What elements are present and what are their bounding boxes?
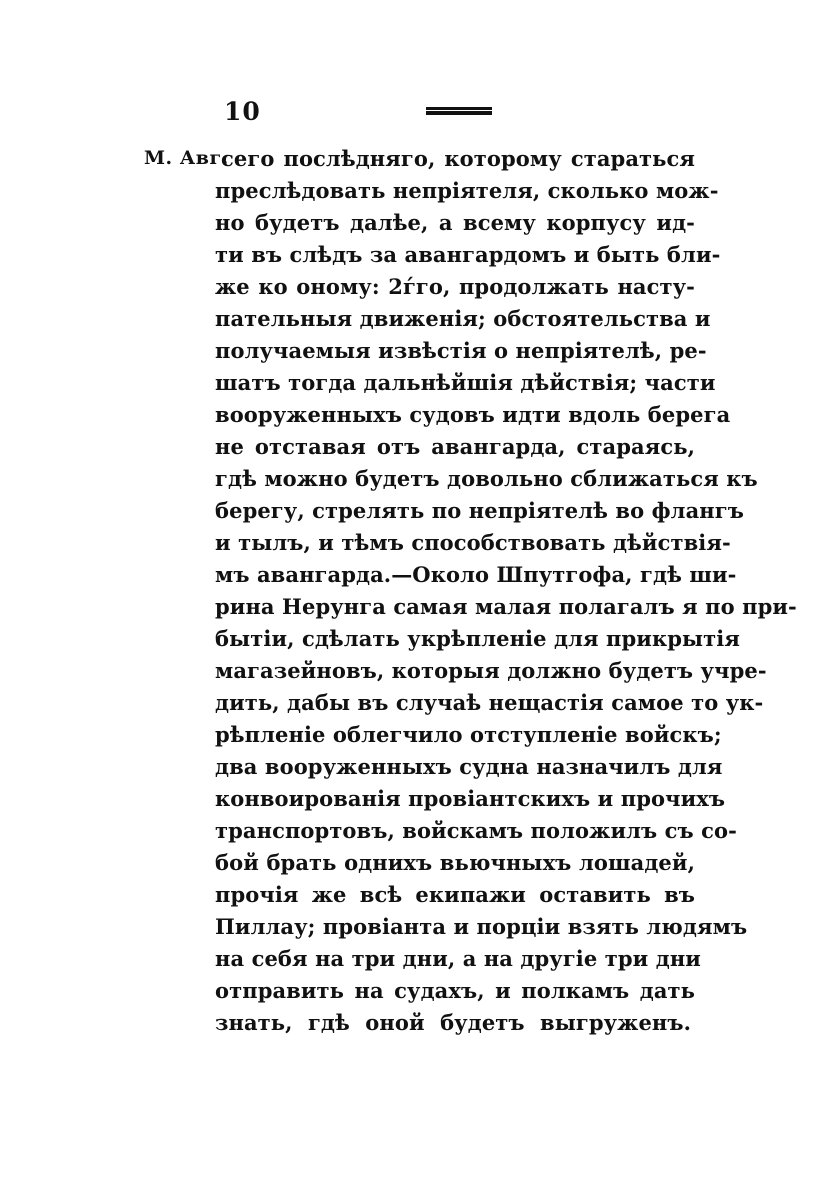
text-line: отправить на судахъ, и полкамъ дать [215, 978, 695, 1003]
text-line: два вооруженныхъ судна назначилъ для [215, 754, 723, 779]
text-line: прочія же всѣ екипажи оставить въ [215, 882, 695, 907]
text-line: вооруженныхъ судовъ идти вдоль берега [215, 402, 731, 427]
text-line: транспортовъ, войскамъ положилъ съ со- [215, 818, 737, 843]
text-line: ти въ слѣдъ за авангардомъ и быть бли- [215, 242, 721, 267]
text-line: но будетъ далѣе, а всему корпусу ид- [215, 210, 695, 235]
text-line: преслѣдовать непріятеля, сколько мож- [215, 178, 719, 203]
text-line: и тылъ, и тѣмъ способствовать дѣйствія- [215, 530, 731, 555]
text-line: пательныя движенія; обстоятельства и [215, 306, 711, 331]
text-line: Пиллау; провіанта и порціи взять людямъ [215, 914, 748, 939]
text-line: магазейновъ, которыя должно будетъ учре- [215, 658, 767, 683]
text-line: на себя на три дни, а на другіе три дни [215, 946, 701, 971]
text-line: дить, дабы въ случаѣ нещастія самое то ук- [215, 690, 764, 715]
text-line: мъ авангарда.—Около Шпутгофа, гдѣ ши- [215, 562, 737, 587]
page-number: 10 [224, 97, 261, 126]
text-line: получаемыя извѣстія о непріятелѣ, ре- [215, 338, 707, 363]
text-line: рѣпленіе облегчило отступленіе войскъ; [215, 722, 722, 747]
text-line: знать, гдѣ оной будетъ выгруженъ. [215, 1010, 692, 1035]
marginal-note: M. Авг. [144, 147, 229, 169]
text-line: шатъ тогда дальнѣйшія дѣйствія; части [215, 370, 716, 395]
body-text [215, 143, 797, 1039]
text-line: конвоированія провіантскихъ и прочихъ [215, 786, 726, 811]
text-line: гдѣ можно будетъ довольно сближаться къ [215, 466, 758, 491]
text-line: рина Нерунга самая малая полагалъ я по при- [215, 594, 797, 619]
text-line: бытіи, сдѣлать укрѣпленіе для прикрытія [215, 626, 740, 651]
ornament-rule-bottom [426, 111, 492, 115]
text-line: не отставая отъ авангарда, стараясь, [215, 434, 695, 459]
text-line: сего послѣдняго, которому стараться [221, 146, 695, 171]
header-ornament [426, 107, 492, 117]
text-line: же ко оному: 2ѓго, продолжать насту- [215, 274, 695, 299]
ornament-rule-top [426, 107, 492, 110]
text-line: берегу, стрелять по непріятелѣ во флангъ [215, 498, 744, 523]
text-line: бой брать однихъ вьючныхъ лошадей, [215, 850, 695, 875]
